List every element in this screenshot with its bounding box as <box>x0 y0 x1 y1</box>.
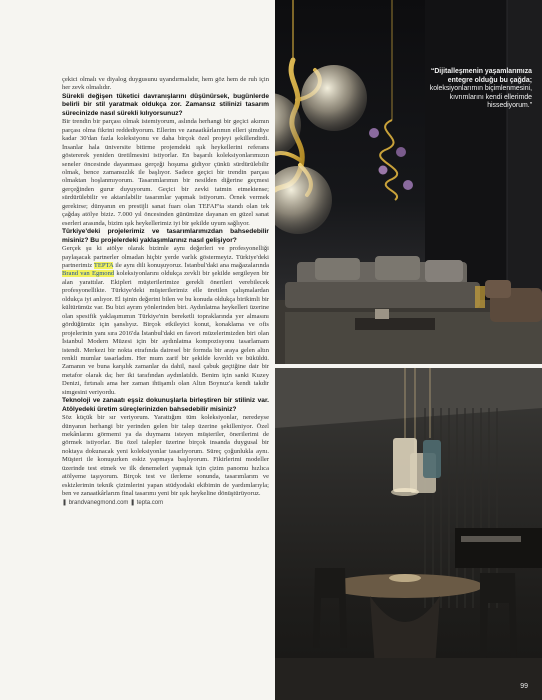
article-paragraph: Bir trendin bir parçası olmak istemiyorum, aslında herhangi bir geçici akımın parçası olma fikrini reddediyorum. Ellerim ve zanaatkârlarımın elleri şimdiye kadar 30'dan fazla koleksiyonu ve daha birçok özel projeyi şekillendirdi. İnsanlar hala üniversite bitirme projemdeki ışık heykellerini referans göstererek yeniden üretilmesini istiyorlar. En başarılı koleksiyonlarımızın seneler öncesinde dayanması gerçeği hoşuma gidiyor çünkü sürdürülebilir olmak, bence zamansızlık ile başlıyor. Sadece geçici bir trendin parçası olmaktan hoşlanmıyorum. Tasarımlarımın bir nesilden diğerine geçmesi gerçeğinden gurur duyuyorum. Geçici bir zevki tatmin etmektense; sürdürülebilir ve aktarılabilir tasarımlar yapmak istiyorum. Örnek vermek gerekirse; dünyanın en prestijli sanat fuarı olan TEFAF'ta standı olan tek çağdaş atölye biziz. 7.000 yıl öncesinden günümüze dayanan en güzel sanat eserleri arasında, bizim ışık heykellerimiz iyi bir şekilde uyum sağlıyor. <box>62 118 269 227</box>
chair-left <box>313 568 347 648</box>
source-links: ❚ brandvanegmond.com ❚ tepta.com <box>62 499 164 506</box>
paragraph-text: koleksiyonlarını oldukça zevkli bir şekilde sergileyen bir alan yarattılar. Ekipleri müşterilerimize gerekli önerileri verebilecek profesyonellikte. Türkiye'deki müşterilerimiz elle üretilen çalışmalardan oldukça iyi anlıyor. El işinin değerini bilen ve bu konuda oldukça birikimli bir kültürümüz var. Bu bizi ayrım yönlerinden biri. Aydınlatma heykelleri üzerine olan spesifik yaklaşımımın Türkiye'nin bereketli topraklarında yer almasını gördüğümüz için şanslıyız. Birçok etkileyici konut, konaklama ve ofis projelerinin yanı sıra 2016'da İstanbul'daki en favori müzelerimizden biri olan İstanbul Modern Müzesi için bir aydınlatma kompozisyonu tasarlamam istendi. Merkezi bir nokta etrafında dairesel bir formda bir araya gelen altın renkli mumlar tasarladım. Her mum zarif bir şekilde kıvrıldı ve büküldü. Zamanın ve buna karşılık zamanlar da dahil, nasıl çabuk geçtiğine dair bir metafor olarak da; her iki tarafından aydınlatıldı. Benim için sanki Kuzey Denizi, fırtınalı ama her zaman ihtişamlı olan Altın Boynuz'a kendi takdir simgesini veriyordu. <box>62 270 269 396</box>
glass-globe-1 <box>301 65 367 131</box>
pull-quote <box>414 68 532 111</box>
article-paragraph <box>62 245 269 397</box>
article-paragraph: Söz küçük bir sır veriyorum. Yarattığım tüm koleksiyonlar, neredeyse dünyanın herhangi bir yerinden gelen bir talep üzerine şekilleniyor. Özel mekânlarını görmemi ya da duymamı isteyen müşteriler, önerilerimi de görmek istiyorlar. Bu özel talepler üzerine birçok insanda duygusal bir noktaya dokunacak yeni koleksiyonlar tasarlıyorum. Süreç çoğunlukla aynı. Müşteri ile konuşurken eskiz yapmaya başlıyorum. Fikirlerimi modeller üzerinde test etmek ve ilk denemeleri yapmak için çizim panomu hızlıca atölyeme taşıyorum. Birçok test ve ilerleme sonunda, tasarımlarım ve eskizlerimin teknik çizimlerini yapan stüdyodaki ekibimin de yardımlarıyla; ben ve zanaatkârlarım final tasarımı yeni bir ışık heykeline dönüştürüyoruz. <box>62 414 269 498</box>
interview-question: Sürekli değişen tüketici davranışlarını düşünürsek, bugünlerde belirli bir stil yaratmak oldukça zor. Zamansız stilinizi tasarım sürecinizde nasıl sürekli kılıyorsunuz? <box>62 92 269 117</box>
chair-right <box>480 573 517 658</box>
pendant-lamp-3 <box>423 440 441 478</box>
interview-question: Teknoloji ve zanaatı eşsiz dokunuşlarla birleştiren bir stiliniz var. Atölyedeki üretim süreçlerinizden bahsedebilir misiniz? <box>62 397 269 413</box>
photo-chandelier-livingroom <box>275 0 542 364</box>
page-number: 99 <box>520 683 528 690</box>
article-column <box>62 76 269 507</box>
interview-question: Türkiye'deki projelerimiz ve tasarımlarımızdan bahsedebilir misiniz? Bu projelerdeki yaklaşımlarınız nasıl gelişiyor? <box>62 228 269 244</box>
coffee-table <box>355 318 435 330</box>
paragraph-text: Gerçek şu ki atölye olarak bizimle aynı değerleri ve profesyonelliği paylaşacak partnerler olmadan hiçbir yerde varlık göstermeyiz. Türkiye'deki partnerimiz <box>62 245 269 269</box>
livingroom-illustration <box>275 0 542 364</box>
dining-illustration <box>275 368 542 700</box>
photo-dining-room <box>275 368 542 700</box>
article-paragraph: çekici olmalı ve diyalog duygusunu uyandırmalıdır, hem göz hem de ruh için her zevk olmalıdır. <box>62 76 269 92</box>
glass-globe-3 <box>275 166 332 234</box>
sideboard <box>455 528 542 568</box>
pull-quote-text: koleksiyonlarımın biçimlenmesini, kıvrımlarını kendi ellerimde hissediyorum.” <box>429 85 532 110</box>
highlight-tepta: TEPTA <box>93 261 114 269</box>
highlight-brand: Brand van Egmond <box>62 270 115 278</box>
pull-quote-bold: “Dijitalleşmenin yaşamlarımıza entegre olduğu bu çağda; <box>430 68 532 84</box>
paragraph-text: ile aynı dili konuşuyoruz. İstanbul'daki ana mağazalarında <box>113 261 269 269</box>
